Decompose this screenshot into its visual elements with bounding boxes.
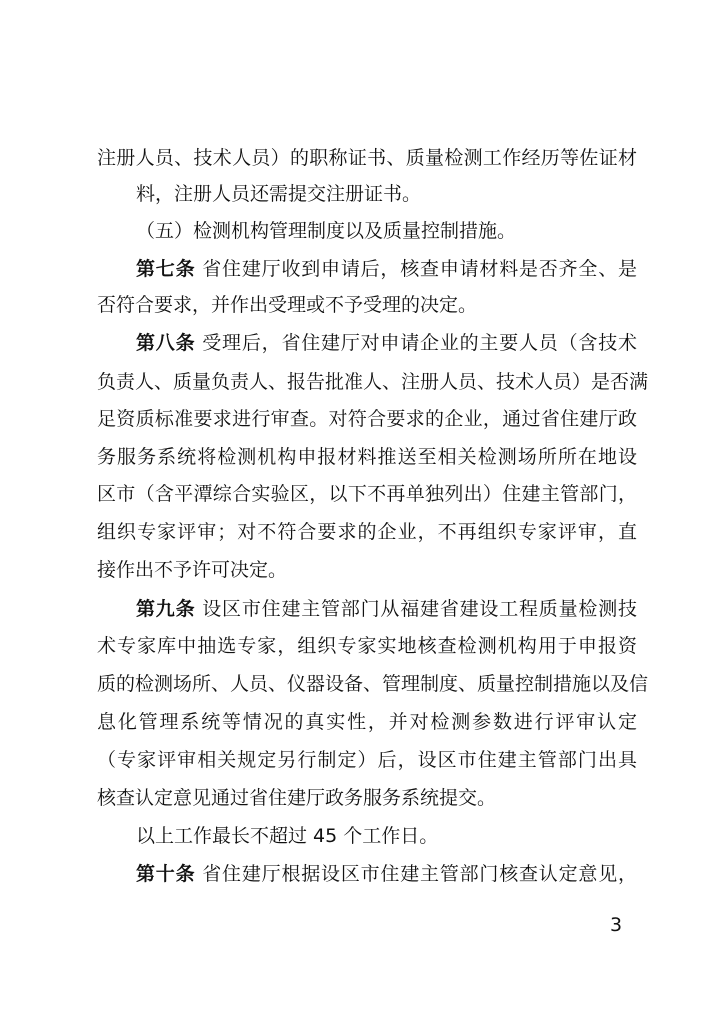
article-9-heading: 第九条 — [136, 598, 196, 620]
paragraph-line: 负责人、质量负责人、报告批准人、注册人员、技术人员）是否满 — [97, 371, 649, 393]
paragraph-line: （五）检测机构管理制度以及质量控制措施。 — [136, 220, 517, 242]
paragraph-line: 足资质标准要求进行审查。对符合要求的企业，通过省住建厅政 — [97, 408, 637, 430]
article-10-line: 第十条 省住建厅根据设区市住建主管部门核查认定意见， — [136, 863, 637, 885]
paragraph-line: 接作出不予许可决定。 — [97, 559, 288, 581]
article-9-line: 第九条 设区市住建主管部门从福建省建设工程质量检测技 — [136, 598, 637, 620]
page-number: 3 — [610, 914, 623, 936]
paragraph-line: 区市（含平潭综合实验区，以下不再单独列出）住建主管部门， — [97, 483, 637, 505]
paragraph-line: 质的检测场所、人员、仪器设备、管理制度、质量控制措施以及信 — [97, 673, 649, 695]
paragraph-line: 核查认定意见通过省住建厅政务服务系统提交。 — [97, 787, 497, 809]
paragraph-line: 料，注册人员还需提交注册证书。 — [136, 183, 422, 205]
paragraph-line: 息化管理系统等情况的真实性，并对检测参数进行评审认定 — [97, 711, 637, 733]
article-8-heading: 第八条 — [136, 332, 196, 354]
paragraph-line: 否符合要求，并作出受理或不予受理的决定。 — [97, 294, 478, 316]
article-7-heading: 第七条 — [136, 258, 196, 280]
paragraph-line: 务服务系统将检测机构申报材料推送至相关检测场所所在地设 — [97, 446, 637, 468]
paragraph-line: 以上工作最长不超过 45 个工作日。 — [136, 825, 439, 847]
article-7-line: 第七条 省住建厅收到申请后，核查申请材料是否齐全、是 — [136, 258, 637, 280]
article-8-line: 第八条 受理后，省住建厅对申请企业的主要人员（含技术 — [136, 332, 637, 354]
paragraph-line: 组织专家评审；对不符合要求的企业，不再组织专家评审，直 — [97, 521, 637, 543]
paragraph-line: （专家评审相关规定另行制定）后，设区市住建主管部门出具 — [97, 749, 637, 771]
paragraph-line: 注册人员、技术人员）的职称证书、质量检测工作经历等佐证材 — [97, 147, 637, 169]
article-10-heading: 第十条 — [136, 863, 196, 885]
paragraph-line: 术专家库中抽选专家，组织专家实地核查检测机构用于申报资 — [97, 635, 637, 657]
